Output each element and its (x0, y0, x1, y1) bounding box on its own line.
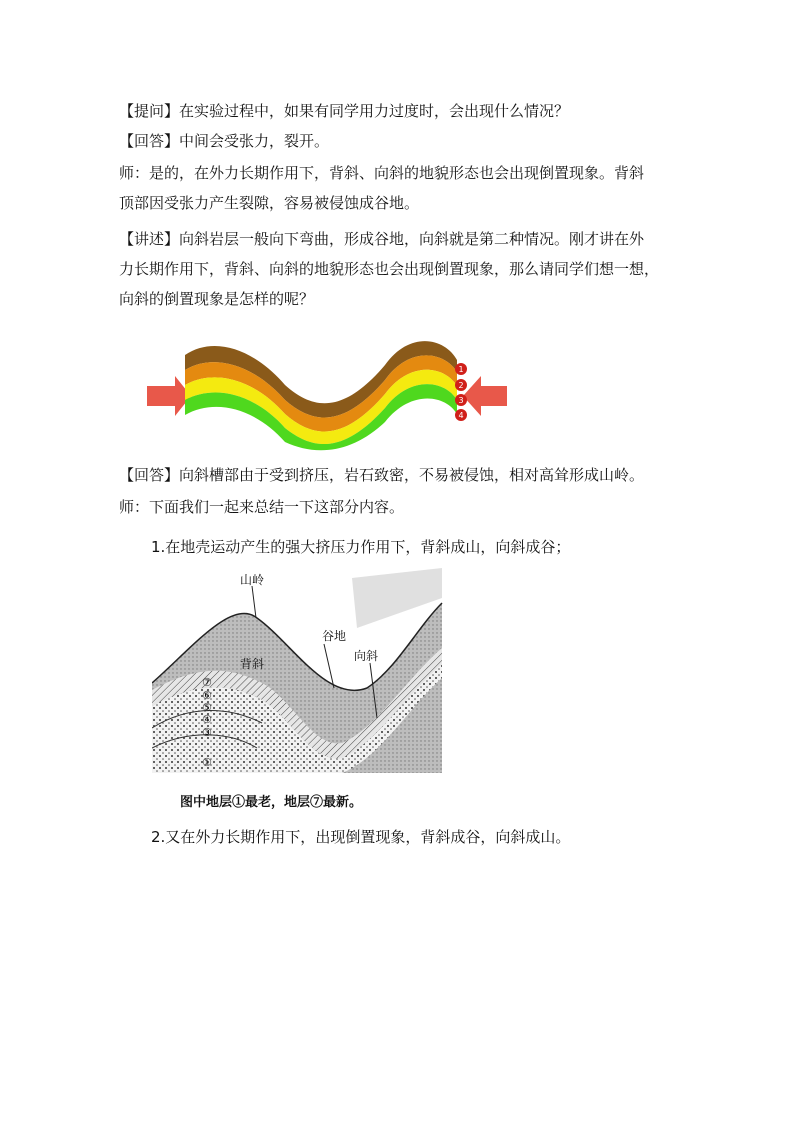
right-compression-arrow (463, 376, 507, 416)
lecture-line-1: 【讲述】向斜岩层一般向下弯曲，形成谷地，向斜就是第二种情况。刚才讲在外 (119, 230, 645, 248)
answer-text: 【回答】中间会受张力，裂开。 (119, 132, 330, 150)
teacher-line-1: 师：是的，在外力长期作用下，背斜、向斜的地貌形态也会出现倒置现象。背斜 (119, 164, 645, 182)
marker-3: 3 (458, 396, 464, 405)
label-anticline: 背斜 (240, 657, 265, 671)
lecture-paragraph (119, 224, 679, 314)
teacher-paragraph (119, 158, 679, 218)
teacher2-text: 师：下面我们一起来总结一下这部分内容。 (119, 498, 405, 516)
label-ridge: 山岭 (240, 573, 265, 587)
layer-number-1: ① (202, 756, 212, 769)
label-valley: 谷地 (322, 629, 347, 643)
answer-paragraph (119, 126, 679, 156)
diagram-caption: 图中地层①最老，地层⑦最新。 (180, 795, 363, 810)
answer2-text: 【回答】向斜槽部由于受到挤压，岩石致密，不易被侵蚀，相对高耸形成山岭。 (119, 466, 645, 484)
point2-text: 2.又在外力长期作用下，出现倒置现象，背斜成谷，向斜成山。 (151, 828, 571, 846)
layer-number-6: ⑥ (202, 689, 212, 702)
layer-number-7: ⑦ (202, 676, 212, 689)
question-paragraph (119, 96, 679, 126)
left-compression-arrow (147, 376, 191, 416)
layer-number-4: ④ (202, 713, 212, 726)
point2-paragraph (151, 822, 711, 852)
marker-2: 2 (458, 381, 464, 390)
lecture-line-2: 力长期作用下，背斜、向斜的地貌形态也会出现倒置现象，那么请同学们想一想， (119, 260, 660, 278)
teacher2-paragraph (119, 492, 679, 522)
fold-compression-figure (145, 330, 510, 455)
marker-1: 1 (458, 365, 464, 374)
anticline-syncline-diagram (152, 568, 452, 778)
layer-number-3: ③ (202, 726, 212, 739)
point1-text: 1.在地壳运动产生的强大挤压力作用下，背斜成山，向斜成谷； (151, 538, 571, 556)
label-syncline: 向斜 (354, 649, 379, 663)
question-text: 【提问】在实验过程中，如果有同学用力过度时，会出现什么情况？ (119, 102, 570, 120)
layer-number-5: ⑤ (202, 701, 212, 714)
marker-4: 4 (458, 411, 464, 420)
teacher-line-2: 顶部因受张力产生裂隙，容易被侵蚀成谷地。 (119, 194, 420, 212)
point1-paragraph (151, 532, 711, 562)
answer2-paragraph (119, 460, 679, 490)
lecture-line-3: 向斜的倒置现象是怎样的呢？ (119, 290, 315, 308)
